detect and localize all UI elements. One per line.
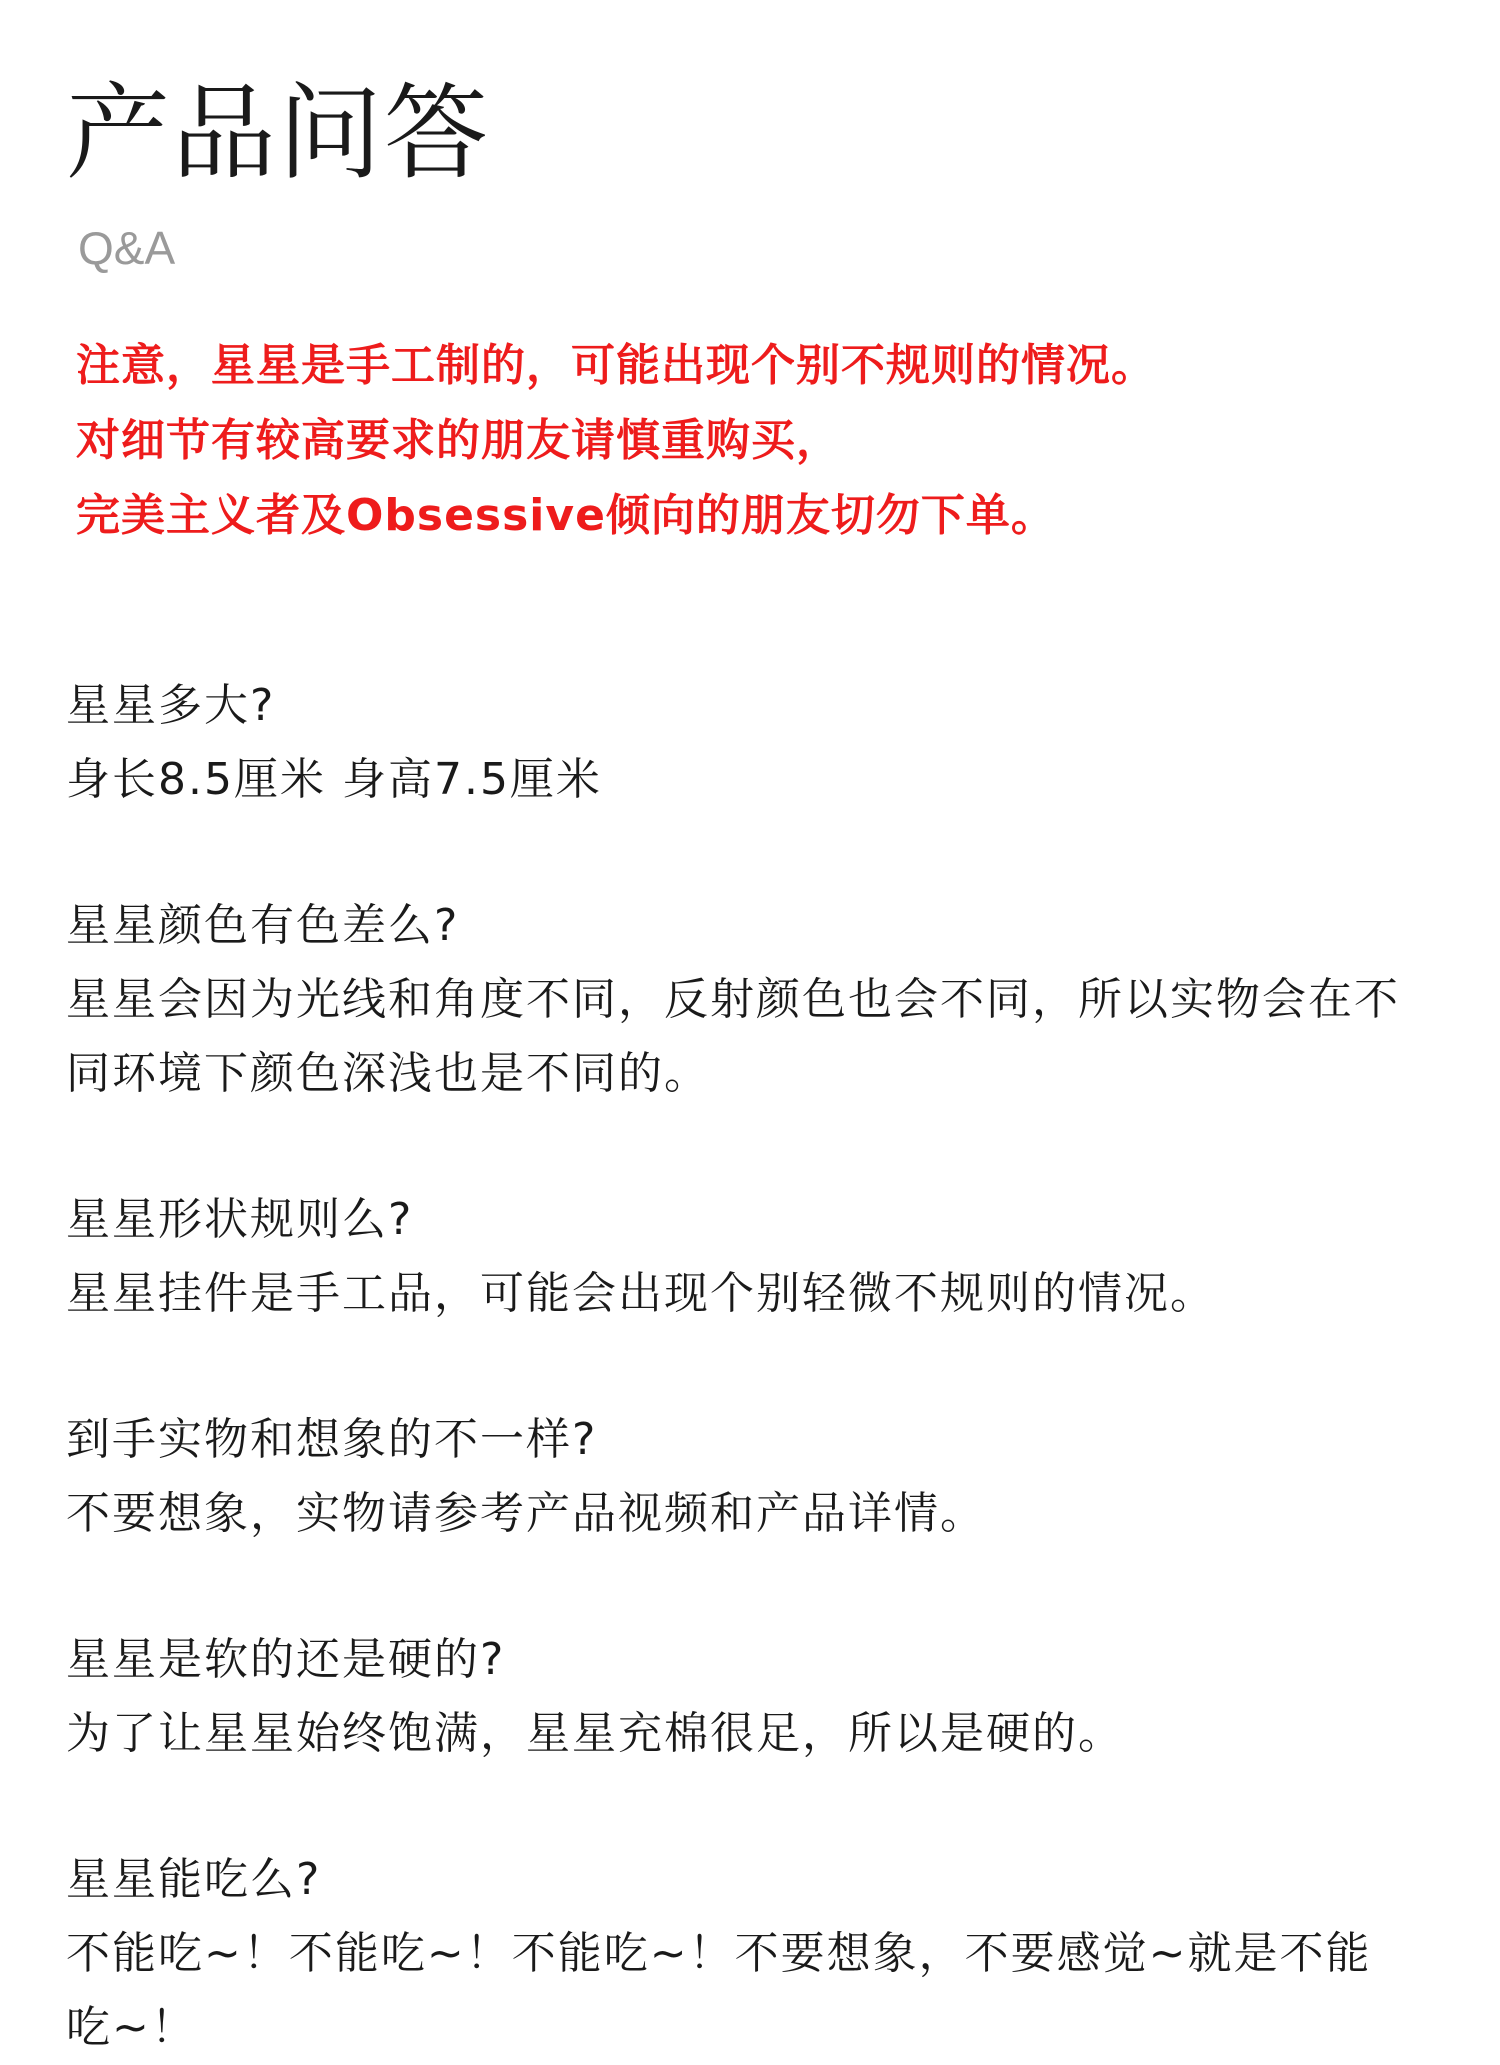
faq-item-size: [66, 669, 1416, 817]
faq-item-edible: [66, 1843, 1416, 2065]
faq-question: 星星多大?: [66, 680, 276, 731]
faq-answer: 为了让星星始终饱满，星星充棉很足，所以是硬的。: [66, 1708, 1124, 1759]
faq-answer: 不能吃~！不能吃~！不能吃~！不要想象，不要感觉~就是不能吃~！: [66, 1928, 1372, 2053]
faq-question: 到手实物和想象的不一样?: [66, 1414, 598, 1465]
notice-block: [76, 328, 1420, 553]
notice-line: 对细节有较高要求的朋友请慎重购买，: [76, 415, 841, 466]
page-subtitle: Q&A: [78, 222, 176, 274]
faq-item-expectation: [66, 1403, 1416, 1551]
faq-answer: 不要想象，实物请参考产品视频和产品详情。: [66, 1488, 986, 1539]
faq-answer: 星星会因为光线和角度不同，反射颜色也会不同，所以实物会在不同环境下颜色深浅也是不同的。: [66, 974, 1400, 1099]
faq-question: 星星形状规则么?: [66, 1194, 414, 1245]
page-title: 产品问答: [66, 72, 491, 194]
faq-item-color: [66, 889, 1416, 1111]
faq-answer: 星星挂件是手工品，可能会出现个别轻微不规则的情况。: [66, 1268, 1216, 1319]
notice-line: 注意，星星是手工制的，可能出现个别不规则的情况。: [76, 340, 1156, 391]
faq-question: 星星能吃么?: [66, 1854, 322, 1905]
faq-item-shape: [66, 1183, 1416, 1331]
faq-question: 星星是软的还是硬的?: [66, 1634, 506, 1685]
faq-item-softness: [66, 1623, 1416, 1771]
faq-question: 星星颜色有色差么?: [66, 900, 460, 951]
notice-line: 完美主义者及Obsessive倾向的朋友切勿下单。: [76, 490, 1056, 541]
faq-answer: 身长8.5厘米 身高7.5厘米: [66, 754, 602, 805]
faq-list: [66, 669, 1420, 2065]
